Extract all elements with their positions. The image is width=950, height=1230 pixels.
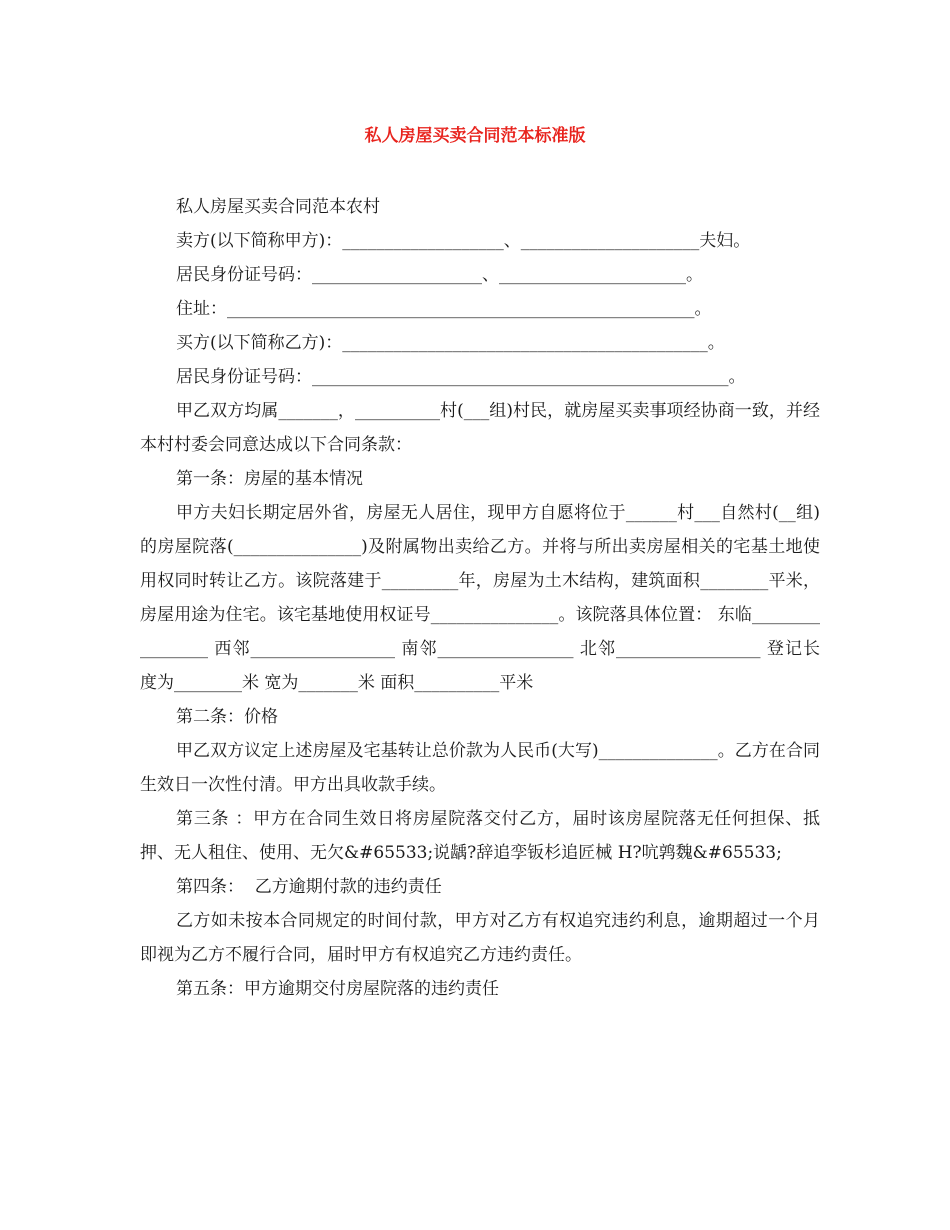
clause-4-body: 乙方如未按本合同规定的时间付款，甲方对乙方有权追究违约利息，逾期超过一个月即视为乙方不履行合同，届时甲方有权追究乙方违约责任。 <box>140 911 820 965</box>
clause-5-heading: 第五条：甲方逾期交付房屋院落的违约责任 <box>176 979 499 999</box>
paragraph-seller: 卖方(以下简称甲方)：___________________、_____________________夫妇。 <box>176 231 751 251</box>
clause-2-body: 甲乙双方议定上述房屋及宅基转让总价款为人民币(大写)______________。乙方在合同生效日一次性付清。甲方出具收款手续。 <box>140 741 820 795</box>
clause-1-heading: 第一条：房屋的基本情况 <box>176 469 363 489</box>
clause-1-body: 甲方夫妇长期定居外省，房屋无人居住，现甲方自愿将位于______村___自然村(__组)的房屋院落(_______________)及附属物出卖给乙方。并将与所出卖房屋相关的宅基土地使用权同时转让乙方。该院落建于_________年，房屋为土木结构，建筑面积________平米，房屋用途为住宅。该宅基地使用权证号_______________。该院落具体位置： 东临________________ 西邻_________________ 南邻________________ 北邻_________________ 登记长度为________米 宽为_______米 面积__________平米 <box>140 503 820 693</box>
document-body <box>140 190 820 1006</box>
paragraph-buyer: 买方(以下简称乙方)：___________________________________________。 <box>176 333 725 353</box>
document-title: 私人房屋买卖合同范本标准版 <box>364 126 586 146</box>
paragraph-seller-id: 居民身份证号码：____________________、______________________。 <box>176 265 703 285</box>
paragraph-intro: 甲乙双方均属_______，__________村(___组)村民，就房屋买卖事项经协商一致，并经本村村委会同意达成以下合同条款： <box>140 401 820 455</box>
clause-4-heading: 第四条： 乙方逾期付款的违约责任 <box>176 877 442 897</box>
paragraph-buyer-id: 居民身份证号码：_________________________________________________。 <box>176 367 746 387</box>
clause-3: 第三条 ：甲方在合同生效日将房屋院落交付乙方，届时该房屋院落无任何担保、抵押、无人租住、使用、无欠&#65533;说龋?辞追孪钣杉追匠械 H?吭鹑魏&#65533; <box>140 809 820 863</box>
paragraph-subtitle: 私人房屋买卖合同范本农村 <box>176 197 380 217</box>
clause-2-heading: 第二条：价格 <box>176 707 278 727</box>
paragraph-address: 住址：_______________________________________________________。 <box>176 299 712 319</box>
